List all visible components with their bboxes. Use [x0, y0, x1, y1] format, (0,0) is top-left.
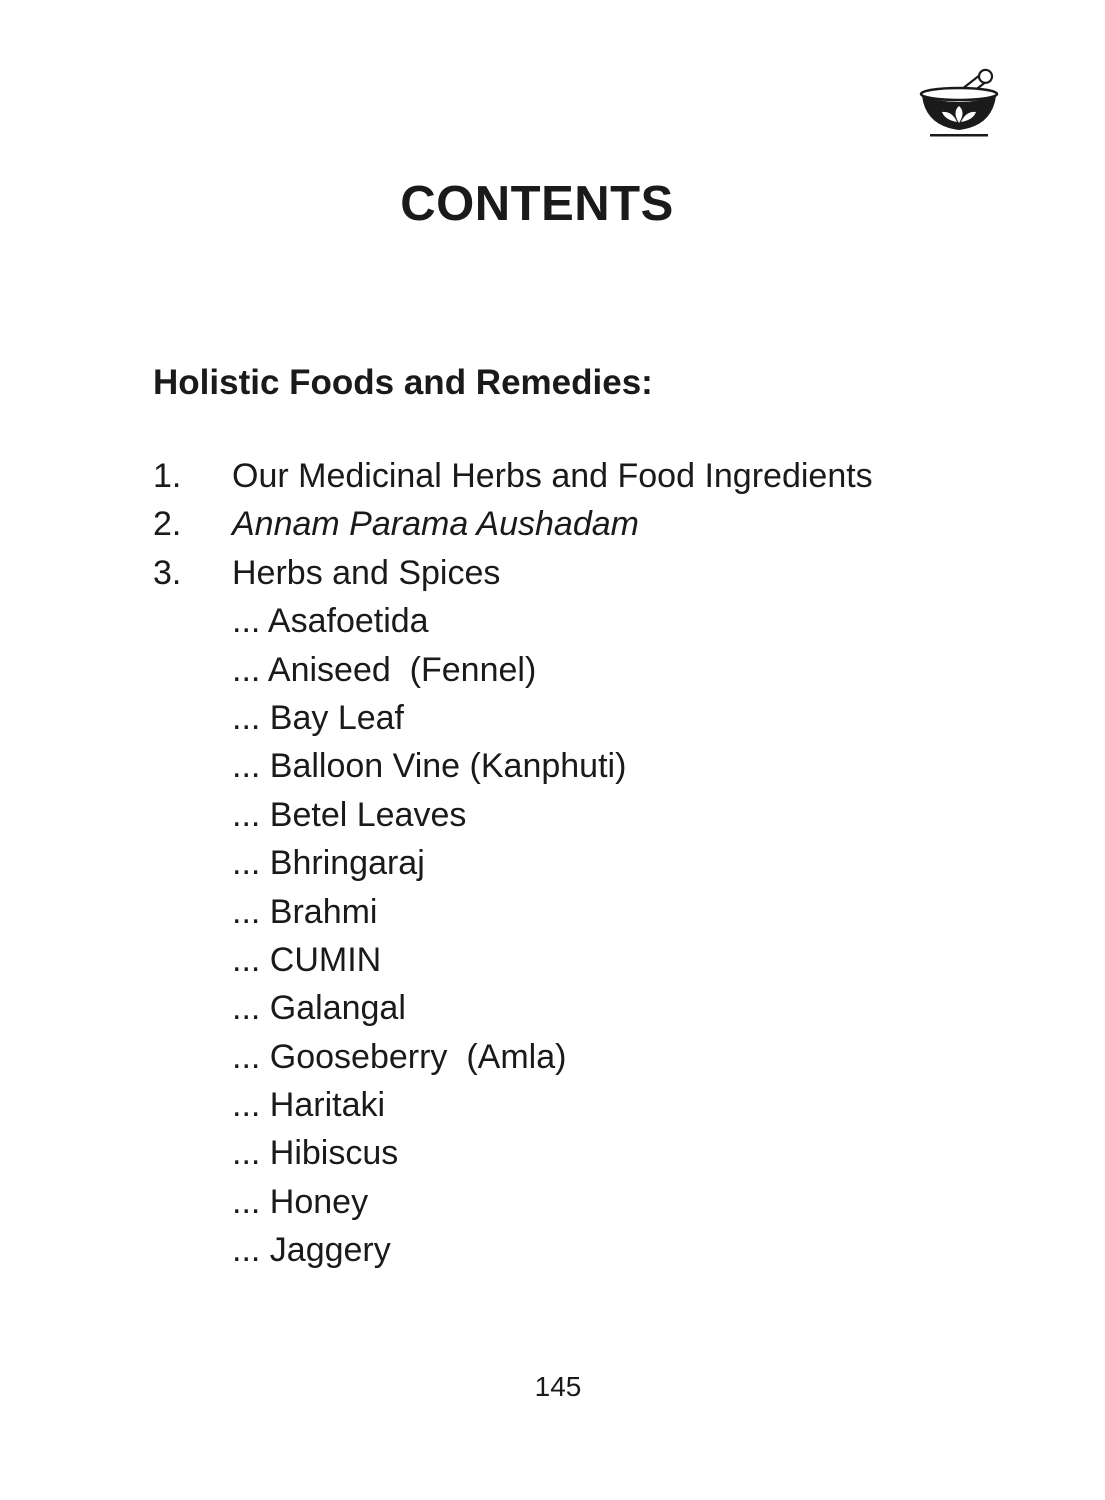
toc-subitem: ... Honey: [232, 1182, 369, 1221]
toc-item-number: 3.: [153, 553, 182, 592]
toc-subitem: ... Hibiscus: [232, 1134, 399, 1173]
page-number: 145: [534, 1371, 582, 1402]
toc-subitem: ... Asafoetida: [232, 602, 429, 641]
toc-item-label: Our Medicinal Herbs and Food Ingredients: [232, 457, 873, 495]
toc-subitem: ... Bhringaraj: [232, 844, 425, 883]
toc-item-number: 2.: [153, 505, 182, 544]
toc-item-label: Herbs and Spices: [232, 553, 501, 592]
toc-subitem: ... Galangal: [232, 989, 406, 1028]
toc-item-label: Annam Parama Aushadam: [232, 505, 639, 544]
toc-item-2: [153, 500, 873, 548]
toc-subitem: ... Aniseed (Fennel): [232, 650, 537, 689]
contents-list: [153, 452, 873, 1275]
page-title: CONTENTS: [400, 177, 674, 231]
toc-subitem: ... Balloon Vine (Kanphuti): [232, 747, 627, 786]
toc-item-number: 1.: [153, 457, 182, 495]
mortar-and-pestle-icon: [916, 64, 1002, 140]
toc-subitem: ... Betel Leaves: [232, 795, 467, 834]
toc-subitem: ... Bay Leaf: [232, 698, 404, 737]
toc-subitem: ... Brahmi: [232, 892, 378, 931]
toc-subitem: ... Jaggery: [232, 1231, 391, 1270]
section-heading: Holistic Foods and Remedies:: [153, 363, 653, 402]
toc-subitem: ... Gooseberry (Amla): [232, 1037, 567, 1076]
toc-item-3: [153, 549, 873, 597]
toc-item-1: [153, 452, 873, 500]
toc-subitem: ... CUMIN: [232, 940, 382, 979]
toc-subitem: ... Haritaki: [232, 1086, 386, 1125]
